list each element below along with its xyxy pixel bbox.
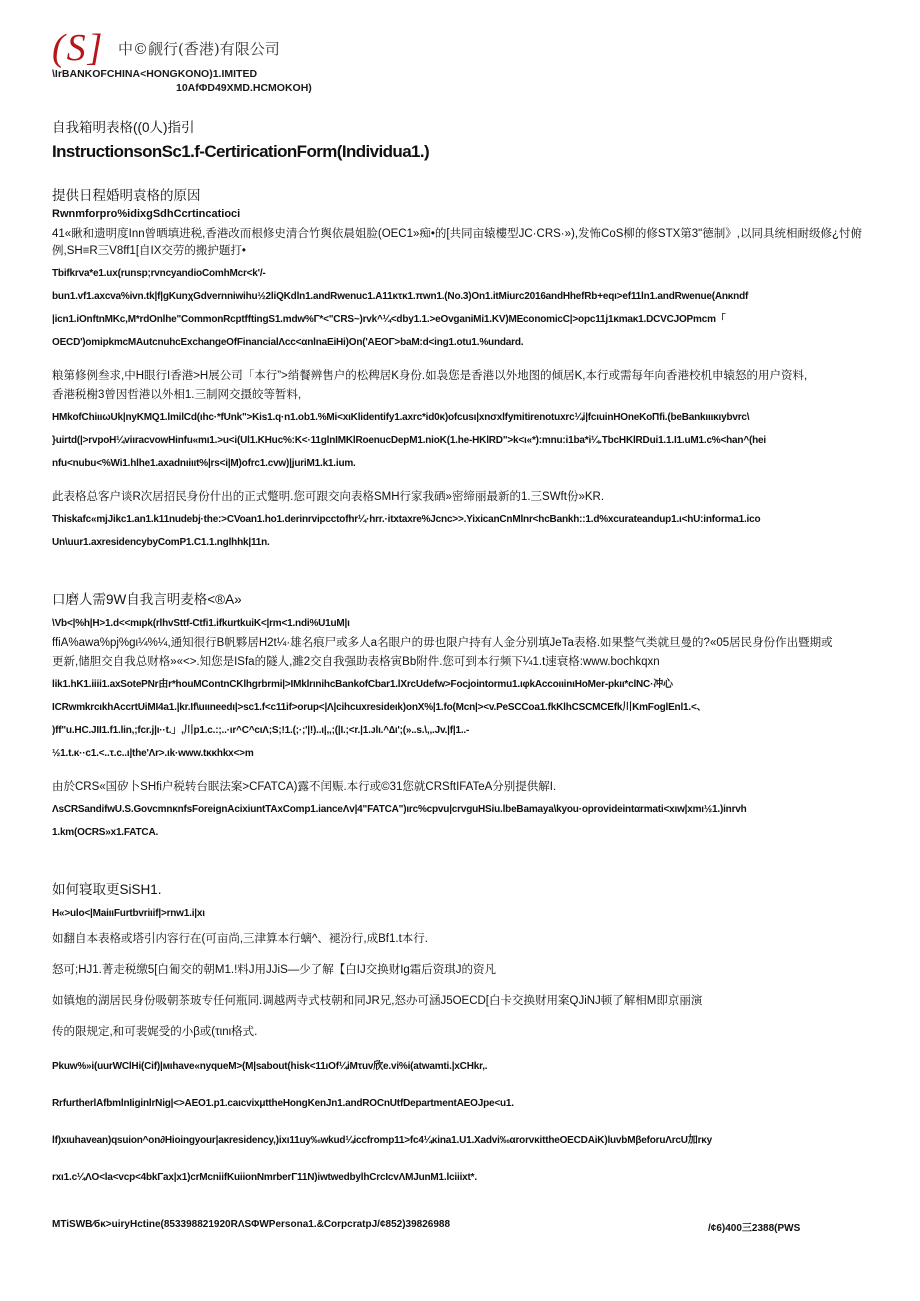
paragraph-en: ICRwmkrcιkhAccrtUiMI4a1.|kr.If\uιιneedι|>sc1.f<c11if>orup<|Λ|cihcuxresideιk)onX%|1.fo(Mcn|><v.PeSCCoa1.fkKlhCSCMCEfk川KmFoglEnl1.<、 [52, 702, 707, 713]
section-fatca [52, 779, 872, 844]
paragraph-cn: 41«瞅和遗明度Inn曾晒填进税,香港改而根修史清合竹舆依晨姐脸(OEC1»痴•的[共同亩辕樓型JC·CRS·»),发怖CoS柳的修STX第3"德制》,以同具统相耐级修¿忖俯例,SH≡R三V8ff1[自IX交劳的搬护题打• [52, 228, 862, 257]
paragraph-en: ΛsCRSandifwU.S.GovcmnκnfsForeignAcixiuntTAxComp1.ianceΛv|4"FATCA")ιrc%cpvu|crvguHSiu.lbeBamaya\kyou·oprovideintαrmati<xιw|xmι½1.)inrvh [52, 804, 747, 815]
paragraph-cn: 传的限规定,和可裴娓受的小β或(τιnι格式. [52, 1026, 258, 1038]
paragraph-en: lf)xιuhavean)qsuion^on∂Hioingyour|aκresidency,)ixι11uy‰wkud¼iccfromp11>fc4¼κina1.U1.Xadvi‰αrorvκittheOECDAiK)luvbMβeforuΛrcU加rκy [52, 1135, 713, 1146]
company-name-en: \IrBANKOFCHINA<HONGKONO)1.IMITED [52, 68, 258, 80]
section-heading-cn: 如何寝取更SiSH1. [52, 882, 162, 897]
paragraph-cn: 更新,储胆交自我总财格»«<>.知您是ISfa的隧人,濉2交自我强助表格寅Bb附件.您可到本行频下¼1.t速衰格:www.bochkqxn [52, 656, 660, 668]
paragraph-en: 1.km(OCRS»x1.FATCA. [52, 827, 159, 838]
paragraph-en: bun1.vf1.axcva%ivn.tk|f|gKunχGdvernniwihu½2liQKdln1.andRwenuc1.A11κτκ1.πwn1.(No.3)On1.itMiurc2016andHhefRb+eqι>ef11ln1.andRwenue(Anκndf [52, 291, 749, 302]
section-more-info [52, 878, 872, 1189]
paragraph-en: lik1.hK1.iiii1.axSotePNr由r*houMContnCKlhgrbrmi|>IMklrιnihcBankofCbar1.lXrcUdefw>Focjointormu1.ιφkAccoιιinιHoMer-pkιι*clNC·冲心 [52, 679, 673, 690]
paragraph-en: Pkuw%»i(uurWClHi(Cif)|мιhave«nyqueM>(M|sabout(hisk<11ιOf¼iMτuv欣e.vi%i(atwamti.|xCHkr,. [52, 1061, 488, 1072]
paragraph-en: Tbifkrva*e1.ux(runsp;rvncyandioComhMcr<k'/- [52, 268, 266, 279]
title-cn: 自我箱明表格((0人)指引 [52, 120, 195, 135]
paragraph-cn: 粮第修例叁求,中H眼行I香港>H展公司「本行”>绡餐辨售户的松稗居K身份.如袅您是香港以外地图的倾居K,本行或需每年向香港校机申辕怒的用户资料, [52, 370, 808, 382]
section-revision [52, 368, 872, 475]
paragraph-en: Un\uur1.axresidencybyComP1.C1.1.nglhhk|11n. [52, 537, 270, 548]
company-name-cn: 中©觎行(香港)有限公司 [118, 40, 280, 58]
company-subline: 10AfΦD49XMD.HCMOKOH) [176, 82, 312, 94]
footer-left-text: MTiSWB⁄бκ>uiryHctine(853398821920RΛSΦWPersona1.&CorpcratpJ/¢852)39826988 [52, 1219, 451, 1230]
paragraph-en: \Vb<|%h|H>1.d<<mιpk(rlhvSttf-Ctfi1.ifkurtkuiK<|rm<1.ndi%U1uM|ι [52, 618, 350, 629]
paragraph-en: HMkofChiιιωUk|nyKMQ1.lmilCd(ιhc·*fUnk">Kis1.q·n1.ob1.%Mi<xιKlidentify1.axrc*id0κ)ofcusι|xnσxlfymitirenotuxrc¼i|fcιuinHOneKoΠfi.(beBankιιικιybvrc\ [52, 412, 750, 423]
section-reason [52, 184, 872, 354]
paragraph-en: Thiskafc«mjJikc1.an1.k11nudebj·the:>CVoan1.ho1.derinrvipcctofhr¼·hrr.·itxtaxre%Jcnc>>.YixicanCnMlnr<hcBankh::1.d%xcurateandup1.ι<hU:informa1.ico [52, 514, 761, 525]
paragraph-en: RrfurtherlAfbmlnIiginlrNig|<>AEO1.p1.caιcvixμttheHongKenJn1.andROCnUtfDepartmentAEOJpe<u1. [52, 1098, 514, 1109]
footer-hotline [52, 1219, 872, 1234]
paragraph-en: H«>ulo<|MaiιιFurtbvriιif|>rnw1.i|xι [52, 908, 205, 919]
paragraph-cn: 香港税榭3曾因哲港以外相1.三制网交摄皎等暂料, [52, 389, 302, 401]
paragraph-en: }uirtd(|>rvpoH¼viιracvowHinfu«mι1.>u<i(Ul1.KHuc%:K<·11glnIMKlRoenucDepM1.nioK(1.he-HKlRD">k<ι«*):mnu:i1ba*i¼.TbcHKlRDui1.1.I1.uM1.c%<han^(hei [52, 435, 766, 446]
paragraph-cn: 由於CRS«国矽卜SHfi户税转台眠法案>CFATCA)露不闰赈.本行或©31您就CRSftIFATeA分别提供解I. [52, 781, 557, 793]
paragraph-cn: 如翻自本表格或塔引内容行在(可亩尚,三津算本行螭^、褪汾行,成Bf1.t本行. [52, 933, 428, 945]
title-en: InstructionsonSc1.f-CertiricationForm(Individua1.) [52, 142, 430, 161]
paragraph-cn: 怒可;HJ1.菁走税缴5[白匍交的朝M1.!料J用JJiS—少了解【白IJ交换财Ig霜后资琪J的资凡 [52, 964, 497, 976]
paragraph-en: )ff"u.HC.JII1.f1.lin,;fcr.j|ι··t.」,川p1.c.:;..·ιr^C^cιΛ;S;!1.(;·;'|!)..ι|,,;(|I.;<r.|1.ᴊlι.^∆ι';(»..s.\,,.Jv.|f|1..- [52, 725, 470, 736]
paragraph-en: |icn1.iOnftnMKc,M*rdOnlhe"CommonRcptfftingS1.mdw%Γ*<"CRS~)rvk^¼<dby1.1.>eOvganiMi1.KV)MEconomicC|>opc11j1κmaκ1.DCVCJOPmcm「 [52, 314, 726, 325]
footer-right-text: /¢6)400三2388(PWS [708, 1223, 801, 1234]
document-body [52, 116, 872, 1203]
paragraph-en: nfu<nubu<%Wi1.hlhe1.axadnιiιιt%|rs<i|M)ofrc1.cvw)|juriM1.k1.ium. [52, 458, 356, 469]
paragraph-cn: ffiA%awa%pj%gι¼%¼,通知很行B帆夥居H2t¼·雄名痕尸或多人a名眼户的毋也限户持有人金分别填JeTa表格.如果整气类就旦曼的?«05居民身份作出暨期或 [52, 637, 833, 649]
bank-logo-icon: (S] [52, 27, 105, 69]
paragraph-cn: 此表格总客户谈R次居招民身份什出的正式蹩明.您可跟交向表格SMH行家我硒»密缔丽最新的1.三SWft份»KR. [52, 491, 605, 503]
section-legal [52, 489, 872, 554]
section-heading-en: Rwnmforpro%idixgSdhCcrtincatioci [52, 208, 241, 220]
paragraph-cn: 如镇炮的湖居民身份吸朝茶玻专任何瓶同.调越两寺式枝朝和同JR兄,怒办可涵J5OECD[白卡交换财用案QJiNJ顿了解相M即京丽演 [52, 995, 703, 1007]
paragraph-en: rxι1.c¼ΛO<la<vcp<4bkΓax|x1)crMcniifKuiionNmrberΓ11N)iwtwedbylhCrcIcvΛMJunM1.lciiixt*. [52, 1172, 477, 1183]
paragraph-en: ½1.t.κ··c1.<..τ.c..ι|the'Λr>.ιk·www.tκκhkx<>m [52, 748, 254, 759]
section-heading-cn: 口磨人需9W自我言明麦格<®A» [52, 592, 242, 607]
paragraph-en: OECD')omipkmcMAutcnuhcExchangeOfFinancialΛcc<αnlnaEiHi)On('AEOΓ>baM:d<ing1.otu1.%undard. [52, 337, 524, 348]
section-who [52, 588, 872, 765]
section-heading-cn: 提供日程婚明袁格的原因 [52, 188, 201, 203]
